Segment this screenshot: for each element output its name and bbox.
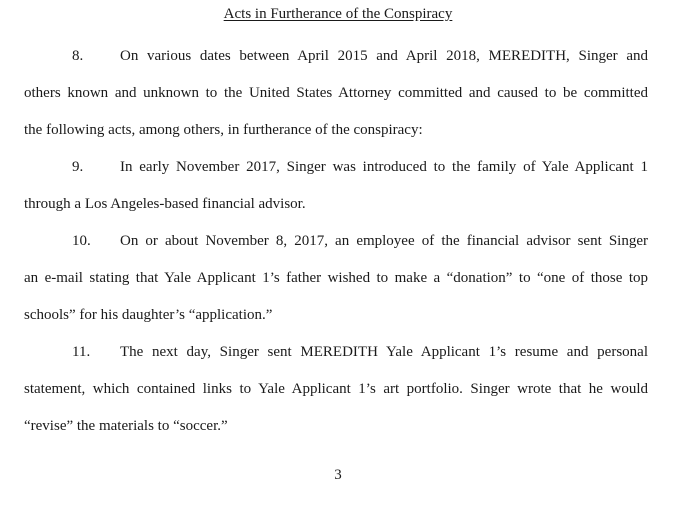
paragraph-9-line-2: through a Los Angeles-based financial advisor. xyxy=(24,196,306,212)
paragraph-11-line-2: statement, which contained links to Yale Applicant 1’s art portfolio. Singer wrote that he would xyxy=(24,381,648,397)
paragraph-text: On or about November 8, 2017, an employee of the financial advisor sent Singer xyxy=(120,233,648,249)
paragraph-10-line-3: schools” for his daughter’s “application.” xyxy=(24,307,273,323)
paragraph-text: The next day, Singer sent MEREDITH Yale Applicant 1’s resume and personal xyxy=(120,344,648,360)
paragraph-10-line-2: an e-mail stating that Yale Applicant 1’s father wished to make a “donation” to “one of those top xyxy=(24,270,648,286)
paragraph-text: In early November 2017, Singer was introduced to the family of Yale Applicant 1 xyxy=(120,159,648,175)
paragraph-11-line-1 xyxy=(24,342,648,362)
paragraph-9-line-1 xyxy=(24,157,648,177)
paragraph-11-line-3: “revise” the materials to “soccer.” xyxy=(24,418,228,434)
paragraph-text: On various dates between April 2015 and April 2018, MEREDITH, Singer and xyxy=(120,48,648,64)
paragraph-8-line-1 xyxy=(24,46,648,66)
page-number: 3 xyxy=(334,467,342,483)
paragraph-number: 10. xyxy=(72,233,91,249)
paragraph-number: 8. xyxy=(72,48,84,64)
paragraph-10-line-1 xyxy=(24,231,648,251)
paragraph-number: 11. xyxy=(72,344,91,360)
section-heading: Acts in Furtherance of the Conspiracy xyxy=(223,6,453,22)
paragraph-8-line-2: others known and unknown to the United States Attorney committed and caused to be committed xyxy=(24,85,648,101)
paragraph-8-line-3: the following acts, among others, in furtherance of the conspiracy: xyxy=(24,122,423,138)
paragraph-number: 9. xyxy=(72,159,84,175)
